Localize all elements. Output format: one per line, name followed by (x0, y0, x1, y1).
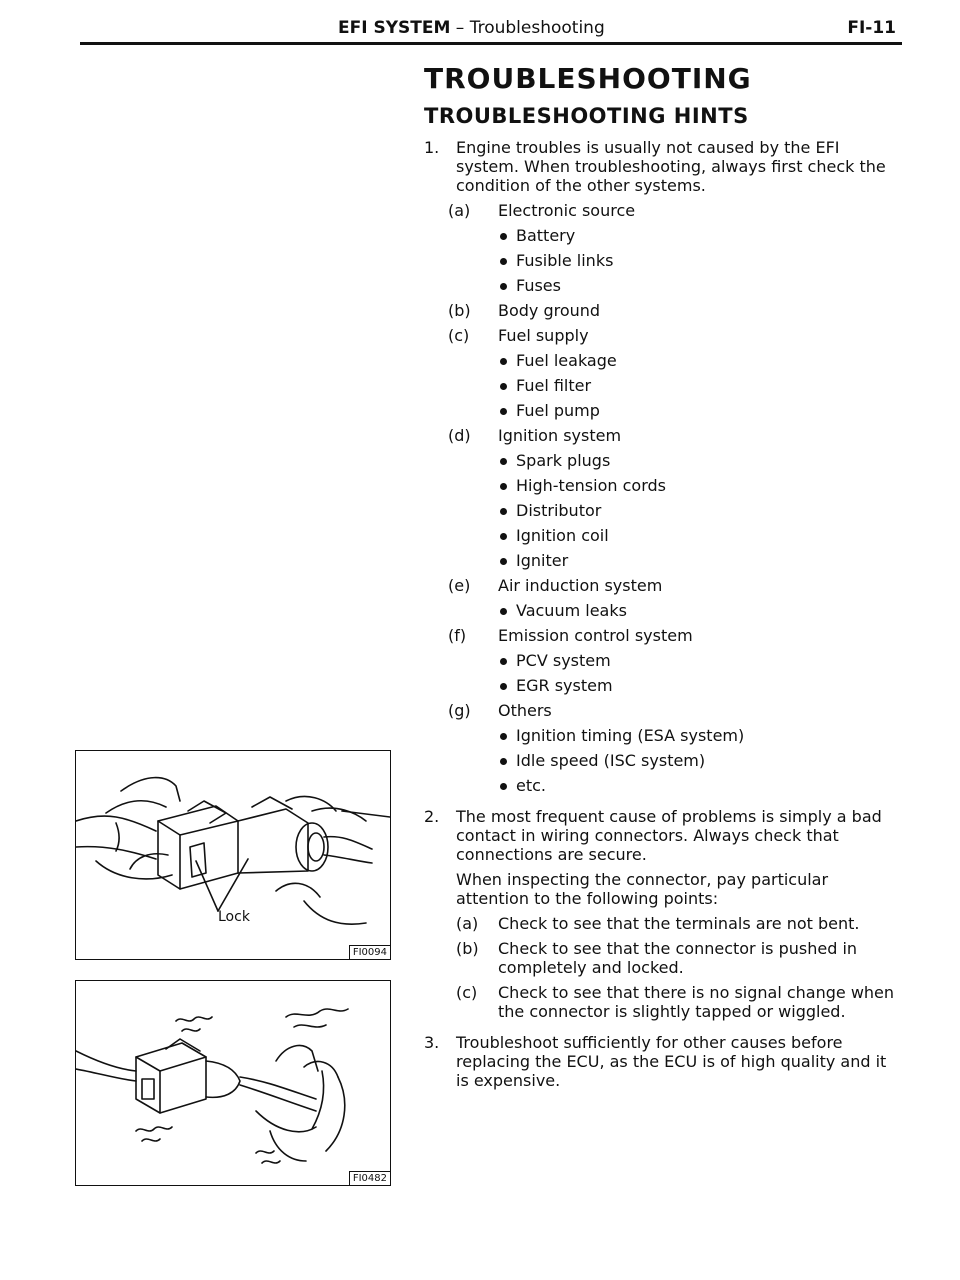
section-heading: TROUBLESHOOTING HINTS (424, 104, 749, 128)
item-text: Troubleshoot sufficiently for other causes before replacing the ECU, as the ECU is of high quality and it is expensive. (456, 1033, 887, 1090)
bullet-item: Fusible links (498, 251, 904, 270)
bullet-item: Fuel leakage (498, 351, 904, 370)
sub-text: Body ground (498, 301, 601, 320)
sub-label: (f) (448, 626, 467, 645)
sub-text: Check to see that the terminals are not bent. (498, 914, 860, 933)
bullet-list (424, 226, 904, 295)
item-number: 1. (424, 138, 440, 157)
page-header (80, 18, 902, 44)
list-item-3 (424, 1033, 904, 1090)
sub-item-f (424, 626, 904, 645)
sub-label: (a) (456, 914, 479, 933)
bullet-item: Fuel filter (498, 376, 904, 395)
sub-label: (d) (448, 426, 471, 445)
list-item-1 (424, 138, 904, 195)
figure-code: FI0094 (349, 945, 390, 959)
item-number: 3. (424, 1033, 440, 1052)
section-title: EFI SYSTEM – Troubleshooting (338, 18, 605, 38)
page-number: FI-11 (847, 18, 896, 38)
bullet-item: etc. (498, 776, 904, 795)
bullet-item: EGR system (498, 676, 904, 695)
sub-item-b (424, 301, 904, 320)
sub-label: (e) (448, 576, 471, 595)
bullet-item: Vacuum leaks (498, 601, 904, 620)
bullet-list (424, 351, 904, 420)
sub-label: (c) (456, 983, 478, 1002)
item-text: The most frequent cause of problems is simply a bad contact in wiring connectors. Always check that connections are secure. (456, 807, 882, 864)
sub-item-b (424, 939, 904, 977)
sub-item-a (424, 914, 904, 933)
bullet-list (424, 451, 904, 570)
sub-label: (b) (448, 301, 471, 320)
connector-lock-figure (75, 750, 391, 960)
sub-label: (b) (456, 939, 479, 958)
sub-text: Ignition system (498, 426, 622, 445)
item-number: 2. (424, 807, 440, 826)
bullet-item: Fuses (498, 276, 904, 295)
sub-item-c (424, 326, 904, 345)
bullet-item: High-tension cords (498, 476, 904, 495)
sub-label: (g) (448, 701, 471, 720)
item-paragraph: When inspecting the connector, pay particular attention to the following points: (456, 870, 829, 908)
bullet-list (424, 651, 904, 695)
bullet-item: Distributor (498, 501, 904, 520)
bullet-list (424, 726, 904, 795)
sub-text: Air induction system (498, 576, 663, 595)
sub-item-d (424, 426, 904, 445)
sub-text: Emission control system (498, 626, 693, 645)
connector-wiggle-figure (75, 980, 391, 1186)
bullet-item: Idle speed (ISC system) (498, 751, 904, 770)
connector-lock-illustration (76, 751, 390, 959)
sub-text: Electronic source (498, 201, 636, 220)
sub-text: Check to see that there is no signal change when the connector is slightly tapped or wiggled. (498, 983, 895, 1021)
main-content (424, 138, 904, 1090)
sub-item-e (424, 576, 904, 595)
bullet-list (424, 601, 904, 620)
sub-label: (c) (448, 326, 470, 345)
lock-label: Lock (218, 909, 250, 925)
bullet-item: Ignition timing (ESA system) (498, 726, 904, 745)
bullet-item: Battery (498, 226, 904, 245)
sub-text: Fuel supply (498, 326, 589, 345)
sub-text: Others (498, 701, 552, 720)
connector-wiggle-illustration (76, 981, 390, 1185)
bullet-item: PCV system (498, 651, 904, 670)
figure-code: FI0482 (349, 1171, 390, 1185)
sub-item-g (424, 701, 904, 720)
bullet-item: Igniter (498, 551, 904, 570)
sub-item-a (424, 201, 904, 220)
list-item-2 (424, 807, 904, 864)
sub-item-c (424, 983, 904, 1021)
bullet-item: Ignition coil (498, 526, 904, 545)
page-title: TROUBLESHOOTING (424, 62, 752, 95)
bullet-item: Spark plugs (498, 451, 904, 470)
header-rule (80, 42, 902, 45)
item-text: Engine troubles is usually not caused by the EFI system. When troubleshooting, always first check the condition of the other systems. (456, 138, 886, 195)
sub-label: (a) (448, 201, 471, 220)
sub-text: Check to see that the connector is pushed in completely and locked. (498, 939, 858, 977)
bullet-item: Fuel pump (498, 401, 904, 420)
